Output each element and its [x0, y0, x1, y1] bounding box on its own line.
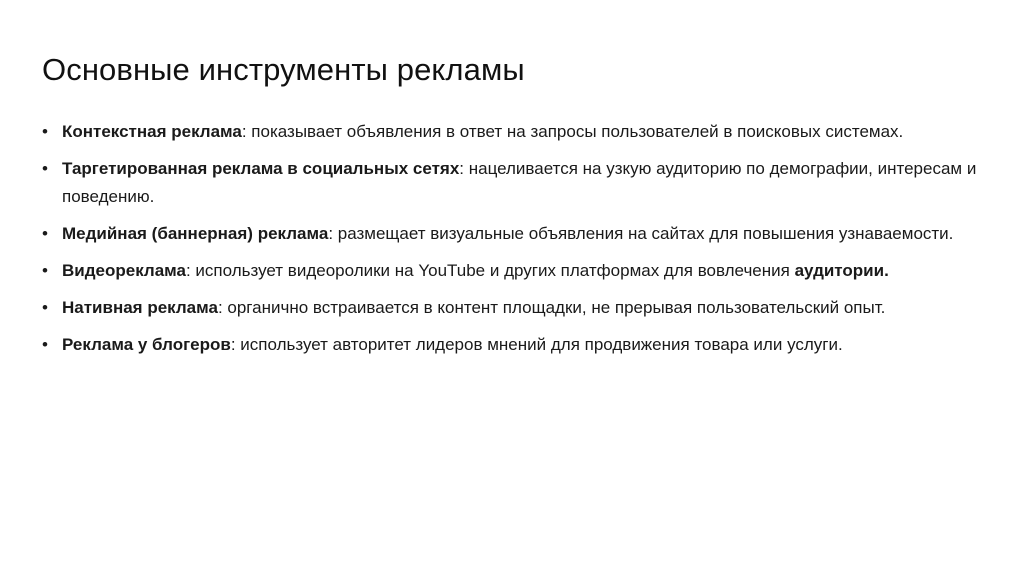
list-item-text	[62, 118, 992, 146]
list-item-display	[42, 220, 992, 248]
item-term: Нативная реклама	[62, 298, 218, 317]
item-description: : органично встраивается в контент площадки, не прерывая пользовательский опыт.	[217, 298, 886, 317]
slide-title: Основные инструменты рекламы	[42, 52, 525, 87]
item-emphasis: аудитории.	[794, 261, 889, 280]
list-item-text	[62, 294, 992, 322]
list-item-text	[62, 257, 992, 285]
bullet-marker: •	[42, 224, 48, 243]
item-description: : нацеливается на узкую аудиторию по демографии, интересам и поведению.	[62, 159, 977, 206]
list-item-text	[62, 331, 992, 359]
item-term: Таргетированная реклама в социальных сетях	[62, 159, 460, 178]
item-description: : использует авторитет лидеров мнений для продвижения товара или услуги.	[230, 335, 843, 354]
item-term: Видеореклама	[62, 261, 186, 280]
item-description: : использует видеоролики на YouTube и других платформах для вовлечения	[185, 261, 795, 280]
list-item-text	[62, 220, 992, 248]
list-item-video	[42, 257, 992, 285]
list-item-bloggers	[42, 331, 992, 359]
item-term: Контекстная реклама	[62, 122, 242, 141]
bullet-marker: •	[42, 159, 48, 178]
list-item-native	[42, 294, 992, 322]
list-item-text	[62, 155, 992, 211]
item-description: : показывает объявления в ответ на запросы пользователей в поисковых системах.	[241, 122, 904, 141]
item-description: : размещает визуальные объявления на сайтах для повышения узнаваемости.	[328, 224, 954, 243]
item-term: Реклама у блогеров	[62, 335, 231, 354]
bullet-marker: •	[42, 261, 48, 280]
bullet-marker: •	[42, 122, 48, 141]
list-item-targeted	[42, 155, 992, 211]
bullet-marker: •	[42, 335, 48, 354]
item-term: Медийная (баннерная) реклама	[62, 224, 329, 243]
list-item-contextual	[42, 118, 992, 146]
bullet-marker: •	[42, 298, 48, 317]
bullet-list	[42, 118, 992, 359]
